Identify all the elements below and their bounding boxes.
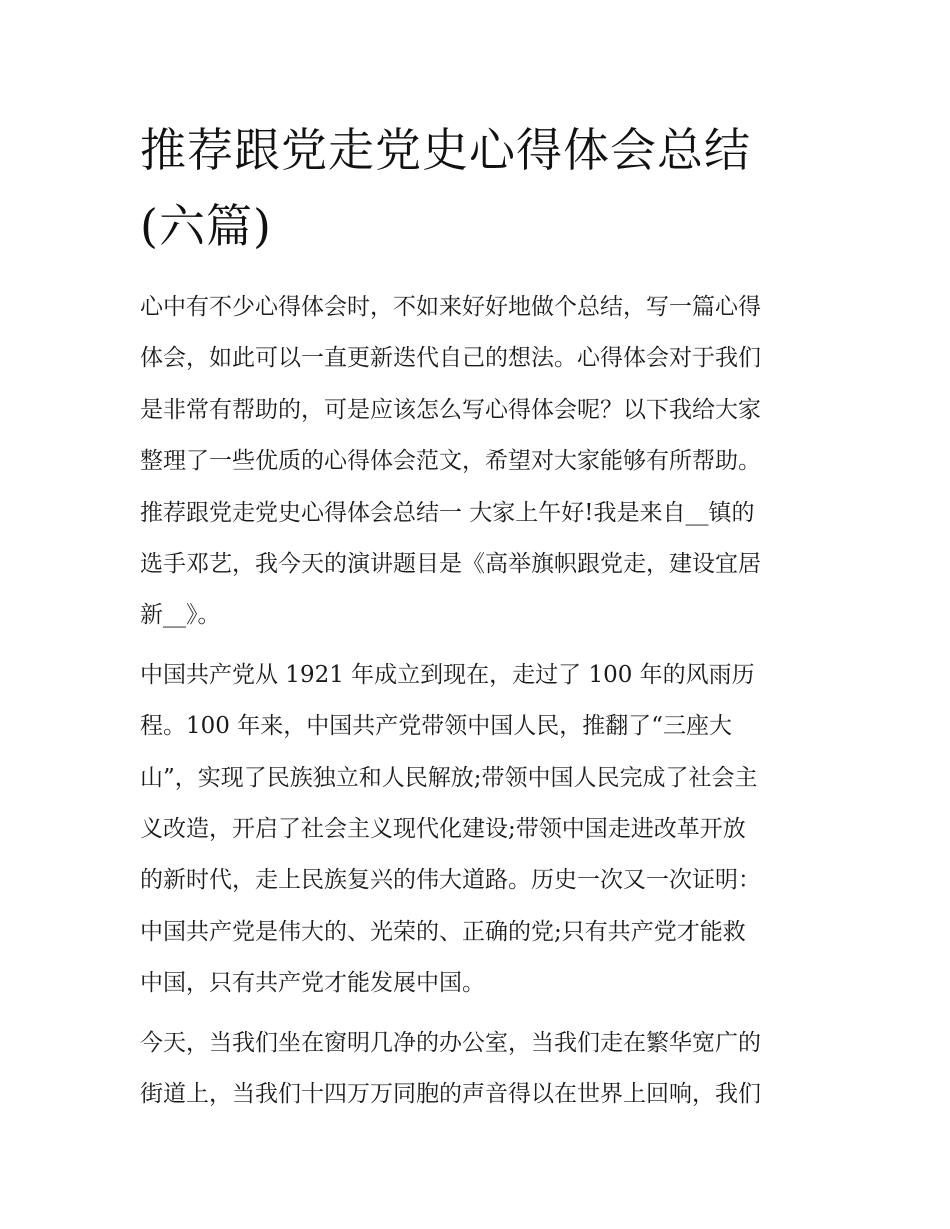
text-line: 山”，实现了民族独立和人民解放;带领中国人民完成了社会主	[140, 764, 758, 791]
document-title	[140, 112, 816, 264]
text-line: 心中有不少心得体会时，不如来好好地做个总结，写一篇心得	[140, 294, 761, 320]
intro-paragraph	[140, 282, 816, 642]
text-line: 今天，当我们坐在窗明几净的办公室，当我们走在繁华宽广的	[140, 1029, 761, 1056]
text-line: 程。100 年来，中国共产党带领中国人民，推翻了“三座大	[140, 713, 732, 740]
text-line: 中国，只有共产党才能发展中国。	[140, 970, 485, 997]
history-paragraph	[140, 650, 816, 1010]
today-paragraph	[140, 1018, 816, 1121]
text-line: 义改造，开启了社会主义现代化建设;带领中国走进改革开放	[140, 816, 746, 843]
text-line: 中国共产党从 1921 年成立到现在，走过了 100 年的风雨历	[140, 661, 755, 688]
text-line: 推荐跟党走党史心得体会总结一 大家上午好!我是来自__镇的	[140, 499, 755, 526]
text-line: 新__》。	[140, 602, 221, 629]
text-line: 整理了一些优质的心得体会范文，希望对大家能够有所帮助。	[140, 448, 761, 475]
text-line: 体会，如此可以一直更新迭代自己的想法。心得体会对于我们	[140, 345, 761, 372]
document-body	[140, 112, 816, 1121]
text-line: 中国共产党是伟大的、光荣的、正确的党;只有共产党才能救	[140, 918, 746, 945]
text-line: 选手邓艺，我今天的演讲题目是《高举旗帜跟党走，建设宜居	[140, 551, 761, 578]
title-line: (六篇)	[140, 199, 272, 253]
text-line: 是非常有帮助的，可是应该怎么写心得体会呢？以下我给大家	[140, 396, 761, 423]
title-line: 推荐跟党走党史心得体会总结	[140, 123, 751, 177]
text-line: 街道上，当我们十四万万同胞的声音得以在世界上回响，我们	[140, 1081, 761, 1108]
text-line: 的新时代，走上民族复兴的伟大道路。历史一次又一次证明：	[140, 867, 761, 894]
